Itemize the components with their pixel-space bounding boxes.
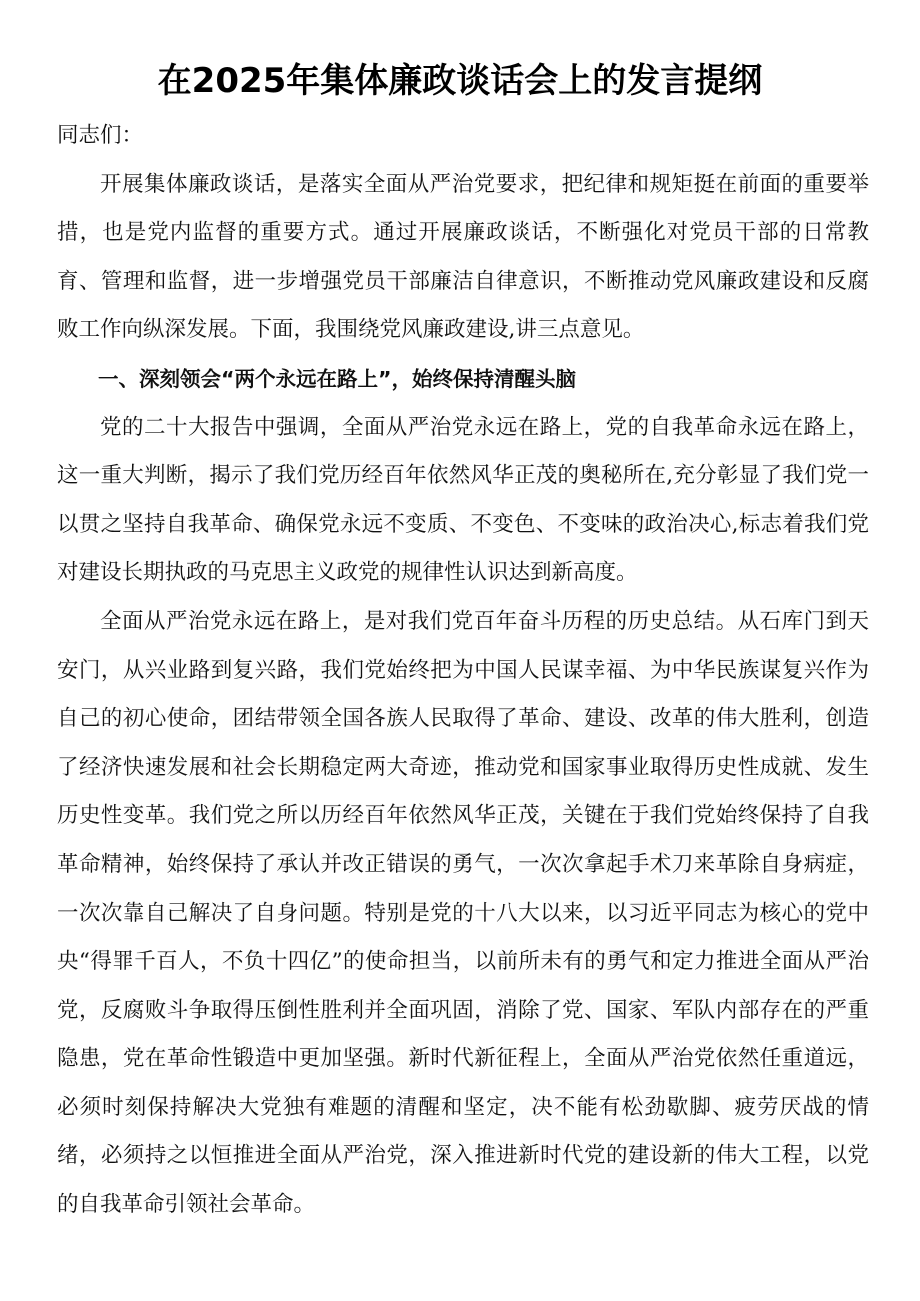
document-body — [57, 112, 869, 1230]
intro-paragraph: 开展集体廉政谈话，是落实全面从严治党要求，把纪律和规矩挺在前面的重要举措，也是党内监督的重要方式。通过开展廉政谈话，不断强化对党员干部的日常教育、管理和监督，进一步增强党员干部廉洁自律意识，不断推动党风廉政建设和反腐败工作向纵深发展。下面，我围绕党风廉政建设,讲三点意见。 — [57, 171, 869, 343]
document-title: 在2025年集体廉政谈话会上的发言提纲 — [157, 61, 763, 101]
salutation: 同志们： — [57, 123, 144, 148]
section1-paragraph-2: 全面从严治党永远在路上，是对我们党百年奋斗历程的历史总结。从石库门到天安门，从兴业路到复兴路，我们党始终把为中国人民谋幸福、为中华民族谋复兴作为自己的初心使命，团结带领全国各族人民取得了革命、建设、改革的伟大胜利，创造了经济快速发展和社会长期稳定两大奇迹，推动党和国家事业取得历史性成就、发生历史性变革。我们党之所以历经百年依然风华正茂，关键在于我们党始终保持了自我革命精神，始终保持了承认并改正错误的勇气，一次次拿起手术刀来革除自身病症，一次次靠自己解决了自身问题。特别是党的十八大以来，以习近平同志为核心的党中央“得罪千百人，不负十四亿”的使命担当，以前所未有的勇气和定力推进全面从严治党，反腐败斗争取得压倒性胜利并全面巩固，消除了党、国家、军队内部存在的严重隐患，党在革命性锻造中更加坚强。新时代新征程上，全面从严治党依然任重道远，必须时刻保持解决大党独有难题的清醒和坚定，决不能有松劲歇脚、疲劳厌战的情绪，必须持之以恒推进全面从严治党，深入推进新时代党的建设新的伟大工程，以党的自我革命引领社会革命。 — [57, 608, 869, 1218]
section1-paragraph-1: 党的二十大报告中强调，全面从严治党永远在路上，党的自我革命永远在路上，这一重大判断，揭示了我们党历经百年依然风华正茂的奥秘所在,充分彰显了我们党一以贯之坚持自我革命、确保党永远不变质、不变色、不变味的政治决心,标志着我们党对建设长期执政的马克思主义政党的规律性认识达到新高度。 — [57, 414, 869, 586]
section-heading-1: 一、深刻领会“两个永远在路上”，始终保持清醒头脑 — [98, 366, 576, 391]
